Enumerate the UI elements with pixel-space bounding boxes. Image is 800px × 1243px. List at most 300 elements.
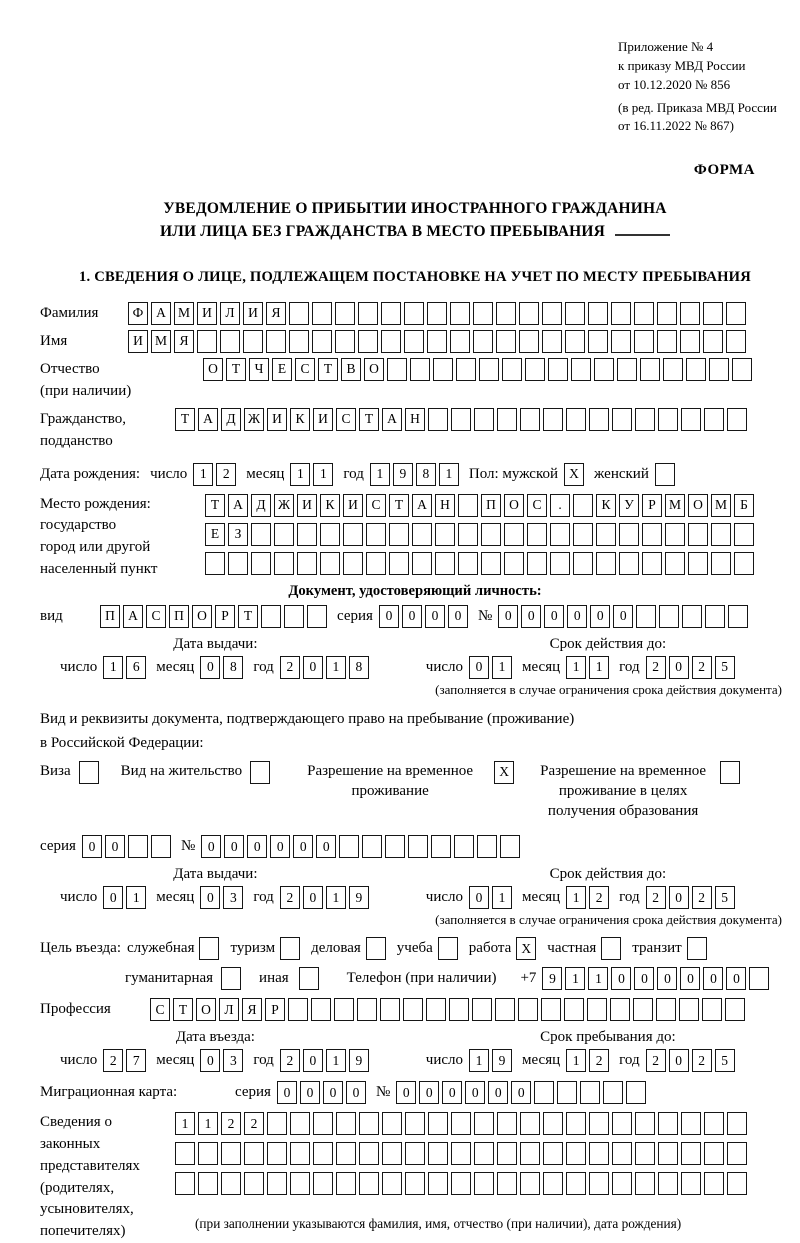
legal-reps-cells-2[interactable]	[175, 1142, 747, 1165]
char-cell[interactable]: 0	[613, 605, 633, 628]
char-cell[interactable]: 1	[103, 656, 123, 679]
char-cell[interactable]	[221, 1172, 241, 1195]
char-cell[interactable]	[451, 1142, 471, 1165]
birth-place-cells-3[interactable]	[205, 552, 754, 575]
char-cell[interactable]: 0	[303, 656, 323, 679]
char-cell[interactable]: 8	[416, 463, 436, 486]
expiry-day-cells[interactable]	[469, 656, 512, 679]
char-cell[interactable]: 0	[270, 835, 290, 858]
char-cell[interactable]	[680, 330, 700, 353]
char-cell[interactable]: Т	[359, 408, 379, 431]
char-cell[interactable]	[362, 835, 382, 858]
char-cell[interactable]: Р	[215, 605, 235, 628]
char-cell[interactable]: 8	[223, 656, 243, 679]
char-cell[interactable]	[589, 1172, 609, 1195]
char-cell[interactable]	[612, 1112, 632, 1135]
char-cell[interactable]	[727, 1172, 747, 1195]
char-cell[interactable]: И	[297, 494, 317, 517]
char-cell[interactable]	[244, 1142, 264, 1165]
char-cell[interactable]: Ф	[128, 302, 148, 325]
char-cell[interactable]	[726, 302, 746, 325]
char-cell[interactable]	[589, 1112, 609, 1135]
char-cell[interactable]	[502, 358, 522, 381]
char-cell[interactable]: 7	[126, 1049, 146, 1072]
char-cell[interactable]: 0	[511, 1081, 531, 1104]
expiry-month-cells[interactable]	[566, 886, 609, 909]
char-cell[interactable]	[385, 835, 405, 858]
char-cell[interactable]: 0	[521, 605, 541, 628]
char-cell[interactable]	[703, 302, 723, 325]
char-cell[interactable]	[612, 408, 632, 431]
char-cell[interactable]	[566, 1112, 586, 1135]
char-cell[interactable]: Т	[318, 358, 338, 381]
char-cell[interactable]	[665, 552, 685, 575]
expiry-year-cells[interactable]	[646, 886, 735, 909]
char-cell[interactable]	[519, 330, 539, 353]
char-cell[interactable]: 0	[726, 967, 746, 990]
char-cell[interactable]: 0	[247, 835, 267, 858]
char-cell[interactable]	[565, 330, 585, 353]
char-cell[interactable]: 0	[316, 835, 336, 858]
char-cell[interactable]: Я	[266, 302, 286, 325]
char-cell[interactable]: 0	[346, 1081, 366, 1104]
char-cell[interactable]: 0	[567, 605, 587, 628]
char-cell[interactable]	[175, 1142, 195, 1165]
char-cell[interactable]: О	[203, 358, 223, 381]
migration-number-cells[interactable]	[396, 1081, 646, 1104]
char-cell[interactable]	[704, 1172, 724, 1195]
birth-year-cells[interactable]	[370, 463, 459, 486]
char-cell[interactable]	[474, 408, 494, 431]
char-cell[interactable]	[381, 302, 401, 325]
char-cell[interactable]: 0	[200, 656, 220, 679]
char-cell[interactable]	[458, 523, 478, 546]
char-cell[interactable]	[640, 358, 660, 381]
char-cell[interactable]	[520, 408, 540, 431]
char-cell[interactable]	[474, 1172, 494, 1195]
char-cell[interactable]: 2	[646, 656, 666, 679]
char-cell[interactable]	[267, 1112, 287, 1135]
char-cell[interactable]: 0	[201, 835, 221, 858]
issue-month-cells[interactable]	[200, 886, 243, 909]
char-cell[interactable]	[497, 1142, 517, 1165]
char-cell[interactable]: 0	[703, 967, 723, 990]
char-cell[interactable]	[198, 1142, 218, 1165]
char-cell[interactable]	[404, 302, 424, 325]
char-cell[interactable]: 0	[465, 1081, 485, 1104]
char-cell[interactable]: Н	[435, 494, 455, 517]
char-cell[interactable]	[727, 408, 747, 431]
char-cell[interactable]	[612, 1142, 632, 1165]
char-cell[interactable]: П	[100, 605, 120, 628]
issue-month-cells[interactable]	[200, 656, 243, 679]
char-cell[interactable]	[427, 330, 447, 353]
expiry-year-cells[interactable]	[646, 656, 735, 679]
char-cell[interactable]	[500, 835, 520, 858]
char-cell[interactable]: 0	[396, 1081, 416, 1104]
entry-month-cells[interactable]	[200, 1049, 243, 1072]
char-cell[interactable]	[450, 302, 470, 325]
char-cell[interactable]: 0	[105, 835, 125, 858]
legal-reps-cells-3[interactable]	[175, 1172, 747, 1195]
char-cell[interactable]	[725, 998, 745, 1021]
char-cell[interactable]: 1	[175, 1112, 195, 1135]
char-cell[interactable]	[634, 330, 654, 353]
char-cell[interactable]	[573, 494, 593, 517]
surname-cells[interactable]	[128, 302, 746, 325]
char-cell[interactable]	[458, 494, 478, 517]
char-cell[interactable]: Е	[205, 523, 225, 546]
char-cell[interactable]	[280, 937, 300, 960]
entry-year-cells[interactable]	[280, 1049, 369, 1072]
char-cell[interactable]: Ж	[274, 494, 294, 517]
char-cell[interactable]	[431, 835, 451, 858]
char-cell[interactable]: X	[564, 463, 584, 486]
char-cell[interactable]	[312, 330, 332, 353]
legal-reps-cells-1[interactable]	[175, 1112, 747, 1135]
char-cell[interactable]	[251, 552, 271, 575]
char-cell[interactable]: 1	[126, 886, 146, 909]
char-cell[interactable]	[534, 1081, 554, 1104]
char-cell[interactable]	[311, 998, 331, 1021]
char-cell[interactable]	[408, 835, 428, 858]
char-cell[interactable]	[665, 523, 685, 546]
char-cell[interactable]: 3	[223, 1049, 243, 1072]
char-cell[interactable]	[288, 998, 308, 1021]
char-cell[interactable]	[734, 552, 754, 575]
char-cell[interactable]	[405, 1112, 425, 1135]
char-cell[interactable]: 9	[349, 886, 369, 909]
char-cell[interactable]: 5	[715, 1049, 735, 1072]
char-cell[interactable]: И	[313, 408, 333, 431]
char-cell[interactable]	[382, 1142, 402, 1165]
char-cell[interactable]	[335, 302, 355, 325]
char-cell[interactable]: 2	[216, 463, 236, 486]
char-cell[interactable]: 2	[221, 1112, 241, 1135]
char-cell[interactable]: Я	[174, 330, 194, 353]
char-cell[interactable]	[410, 358, 430, 381]
char-cell[interactable]	[451, 408, 471, 431]
char-cell[interactable]	[550, 523, 570, 546]
char-cell[interactable]	[435, 523, 455, 546]
migration-series-cells[interactable]	[277, 1081, 366, 1104]
char-cell[interactable]: 2	[244, 1112, 264, 1135]
char-cell[interactable]: 0	[303, 886, 323, 909]
char-cell[interactable]	[658, 1142, 678, 1165]
char-cell[interactable]: 1	[566, 656, 586, 679]
char-cell[interactable]: 0	[469, 656, 489, 679]
char-cell[interactable]	[657, 302, 677, 325]
char-cell[interactable]: О	[364, 358, 384, 381]
char-cell[interactable]	[290, 1112, 310, 1135]
char-cell[interactable]: 0	[224, 835, 244, 858]
temp-residence-education-checkbox[interactable]	[720, 761, 740, 784]
char-cell[interactable]	[450, 330, 470, 353]
char-cell[interactable]: Р	[265, 998, 285, 1021]
char-cell[interactable]: 0	[469, 886, 489, 909]
char-cell[interactable]: 0	[277, 1081, 297, 1104]
char-cell[interactable]	[435, 552, 455, 575]
char-cell[interactable]: 0	[200, 886, 220, 909]
char-cell[interactable]	[228, 552, 248, 575]
char-cell[interactable]: 1	[565, 967, 585, 990]
char-cell[interactable]	[458, 552, 478, 575]
char-cell[interactable]	[297, 523, 317, 546]
char-cell[interactable]	[681, 1142, 701, 1165]
birth-place-cells-1[interactable]	[205, 494, 754, 517]
char-cell[interactable]: 1	[439, 463, 459, 486]
char-cell[interactable]: 2	[589, 886, 609, 909]
char-cell[interactable]	[704, 1142, 724, 1165]
char-cell[interactable]: 0	[611, 967, 631, 990]
char-cell[interactable]	[657, 330, 677, 353]
char-cell[interactable]	[542, 330, 562, 353]
sex-male-checkbox[interactable]	[564, 463, 584, 486]
char-cell[interactable]	[382, 1172, 402, 1195]
char-cell[interactable]	[520, 1142, 540, 1165]
char-cell[interactable]: Т	[205, 494, 225, 517]
char-cell[interactable]: А	[412, 494, 432, 517]
char-cell[interactable]	[580, 1081, 600, 1104]
char-cell[interactable]: 1	[290, 463, 310, 486]
purpose-official-checkbox[interactable]	[199, 937, 219, 960]
firstname-cells[interactable]	[128, 330, 746, 353]
char-cell[interactable]	[221, 967, 241, 990]
doc-kind-cells[interactable]	[100, 605, 327, 628]
residence-permit-checkbox[interactable]	[250, 761, 270, 784]
sex-female-checkbox[interactable]	[655, 463, 675, 486]
char-cell[interactable]	[244, 1172, 264, 1195]
char-cell[interactable]: Д	[251, 494, 271, 517]
char-cell[interactable]	[635, 1172, 655, 1195]
char-cell[interactable]	[449, 998, 469, 1021]
char-cell[interactable]	[477, 835, 497, 858]
issue-day-cells[interactable]	[103, 656, 146, 679]
char-cell[interactable]: 1	[193, 463, 213, 486]
char-cell[interactable]: 0	[657, 967, 677, 990]
char-cell[interactable]	[728, 605, 748, 628]
char-cell[interactable]	[428, 1112, 448, 1135]
char-cell[interactable]	[541, 998, 561, 1021]
char-cell[interactable]	[357, 998, 377, 1021]
char-cell[interactable]	[636, 605, 656, 628]
char-cell[interactable]: 1	[313, 463, 333, 486]
char-cell[interactable]	[290, 1172, 310, 1195]
char-cell[interactable]	[312, 302, 332, 325]
char-cell[interactable]	[610, 998, 630, 1021]
char-cell[interactable]	[387, 358, 407, 381]
char-cell[interactable]	[681, 408, 701, 431]
char-cell[interactable]: 0	[669, 1049, 689, 1072]
char-cell[interactable]	[366, 552, 386, 575]
char-cell[interactable]: .	[550, 494, 570, 517]
char-cell[interactable]	[704, 408, 724, 431]
char-cell[interactable]	[573, 552, 593, 575]
char-cell[interactable]	[358, 330, 378, 353]
char-cell[interactable]: 0	[379, 605, 399, 628]
char-cell[interactable]	[612, 1172, 632, 1195]
char-cell[interactable]	[320, 552, 340, 575]
char-cell[interactable]	[433, 358, 453, 381]
char-cell[interactable]	[734, 523, 754, 546]
residence-series-cells[interactable]	[82, 835, 171, 858]
char-cell[interactable]: 0	[669, 886, 689, 909]
char-cell[interactable]	[251, 523, 271, 546]
char-cell[interactable]	[474, 1112, 494, 1135]
char-cell[interactable]	[565, 302, 585, 325]
char-cell[interactable]: И	[197, 302, 217, 325]
char-cell[interactable]	[588, 330, 608, 353]
char-cell[interactable]	[527, 552, 547, 575]
char-cell[interactable]	[542, 302, 562, 325]
char-cell[interactable]	[520, 1172, 540, 1195]
char-cell[interactable]: 0	[200, 1049, 220, 1072]
char-cell[interactable]	[473, 302, 493, 325]
char-cell[interactable]: 0	[634, 967, 654, 990]
entry-day-cells[interactable]	[103, 1049, 146, 1072]
char-cell[interactable]	[520, 1112, 540, 1135]
char-cell[interactable]: 5	[715, 886, 735, 909]
char-cell[interactable]: Т	[175, 408, 195, 431]
char-cell[interactable]	[427, 302, 447, 325]
char-cell[interactable]: К	[596, 494, 616, 517]
char-cell[interactable]	[451, 1112, 471, 1135]
char-cell[interactable]	[619, 552, 639, 575]
profession-cells[interactable]	[150, 998, 745, 1021]
visa-checkbox[interactable]	[79, 761, 99, 784]
birth-place-cells-2[interactable]	[205, 523, 754, 546]
char-cell[interactable]	[634, 302, 654, 325]
char-cell[interactable]: С	[150, 998, 170, 1021]
char-cell[interactable]: 0	[82, 835, 102, 858]
char-cell[interactable]: А	[151, 302, 171, 325]
char-cell[interactable]	[709, 358, 729, 381]
char-cell[interactable]	[198, 1172, 218, 1195]
char-cell[interactable]: 2	[280, 1049, 300, 1072]
char-cell[interactable]: А	[198, 408, 218, 431]
citizenship-cells[interactable]	[175, 408, 747, 431]
char-cell[interactable]	[596, 523, 616, 546]
char-cell[interactable]	[603, 1081, 623, 1104]
char-cell[interactable]	[496, 302, 516, 325]
char-cell[interactable]: 1	[326, 1049, 346, 1072]
char-cell[interactable]	[343, 523, 363, 546]
char-cell[interactable]: 0	[300, 1081, 320, 1104]
char-cell[interactable]	[704, 1112, 724, 1135]
char-cell[interactable]	[588, 302, 608, 325]
char-cell[interactable]	[428, 1172, 448, 1195]
char-cell[interactable]	[243, 330, 263, 353]
char-cell[interactable]	[587, 998, 607, 1021]
char-cell[interactable]	[426, 998, 446, 1021]
birth-day-cells[interactable]	[193, 463, 236, 486]
char-cell[interactable]: О	[196, 998, 216, 1021]
char-cell[interactable]	[705, 605, 725, 628]
char-cell[interactable]	[175, 1172, 195, 1195]
char-cell[interactable]	[205, 552, 225, 575]
char-cell[interactable]: З	[228, 523, 248, 546]
char-cell[interactable]: 1	[566, 886, 586, 909]
char-cell[interactable]	[548, 358, 568, 381]
char-cell[interactable]: 1	[589, 656, 609, 679]
char-cell[interactable]: М	[174, 302, 194, 325]
issue-day-cells[interactable]	[103, 886, 146, 909]
char-cell[interactable]: 0	[590, 605, 610, 628]
char-cell[interactable]	[412, 552, 432, 575]
char-cell[interactable]: 9	[542, 967, 562, 990]
char-cell[interactable]	[642, 552, 662, 575]
char-cell[interactable]	[438, 937, 458, 960]
char-cell[interactable]	[571, 358, 591, 381]
char-cell[interactable]	[681, 1172, 701, 1195]
temp-residence-checkbox[interactable]	[494, 761, 514, 784]
char-cell[interactable]: Е	[272, 358, 292, 381]
char-cell[interactable]	[727, 1142, 747, 1165]
char-cell[interactable]	[659, 605, 679, 628]
char-cell[interactable]	[658, 1112, 678, 1135]
char-cell[interactable]	[642, 523, 662, 546]
char-cell[interactable]	[596, 552, 616, 575]
char-cell[interactable]	[284, 605, 304, 628]
char-cell[interactable]: Н	[405, 408, 425, 431]
char-cell[interactable]	[336, 1142, 356, 1165]
char-cell[interactable]: С	[336, 408, 356, 431]
char-cell[interactable]	[687, 937, 707, 960]
char-cell[interactable]	[343, 552, 363, 575]
char-cell[interactable]	[617, 358, 637, 381]
char-cell[interactable]	[519, 302, 539, 325]
char-cell[interactable]: Л	[220, 302, 240, 325]
char-cell[interactable]: 0	[419, 1081, 439, 1104]
char-cell[interactable]: 1	[326, 886, 346, 909]
char-cell[interactable]	[299, 967, 319, 990]
char-cell[interactable]	[405, 1142, 425, 1165]
char-cell[interactable]: 1	[326, 656, 346, 679]
residence-number-cells[interactable]	[201, 835, 520, 858]
char-cell[interactable]: Д	[221, 408, 241, 431]
char-cell[interactable]	[663, 358, 683, 381]
char-cell[interactable]: Т	[389, 494, 409, 517]
char-cell[interactable]	[404, 330, 424, 353]
char-cell[interactable]: Т	[173, 998, 193, 1021]
char-cell[interactable]: 2	[646, 886, 666, 909]
char-cell[interactable]: Я	[242, 998, 262, 1021]
purpose-business-checkbox[interactable]	[366, 937, 386, 960]
char-cell[interactable]: 0	[498, 605, 518, 628]
char-cell[interactable]	[550, 552, 570, 575]
char-cell[interactable]	[79, 761, 99, 784]
char-cell[interactable]	[611, 330, 631, 353]
char-cell[interactable]	[504, 523, 524, 546]
char-cell[interactable]: 0	[303, 1049, 323, 1072]
char-cell[interactable]: 0	[402, 605, 422, 628]
char-cell[interactable]	[320, 523, 340, 546]
char-cell[interactable]	[313, 1142, 333, 1165]
char-cell[interactable]: 1	[492, 886, 512, 909]
char-cell[interactable]	[479, 358, 499, 381]
char-cell[interactable]	[686, 358, 706, 381]
purpose-humanitarian-checkbox[interactable]	[221, 967, 241, 990]
char-cell[interactable]	[313, 1112, 333, 1135]
char-cell[interactable]: Ч	[249, 358, 269, 381]
char-cell[interactable]: 3	[223, 886, 243, 909]
char-cell[interactable]	[589, 408, 609, 431]
char-cell[interactable]: П	[169, 605, 189, 628]
char-cell[interactable]	[197, 330, 217, 353]
char-cell[interactable]	[594, 358, 614, 381]
char-cell[interactable]: М	[665, 494, 685, 517]
char-cell[interactable]: К	[290, 408, 310, 431]
